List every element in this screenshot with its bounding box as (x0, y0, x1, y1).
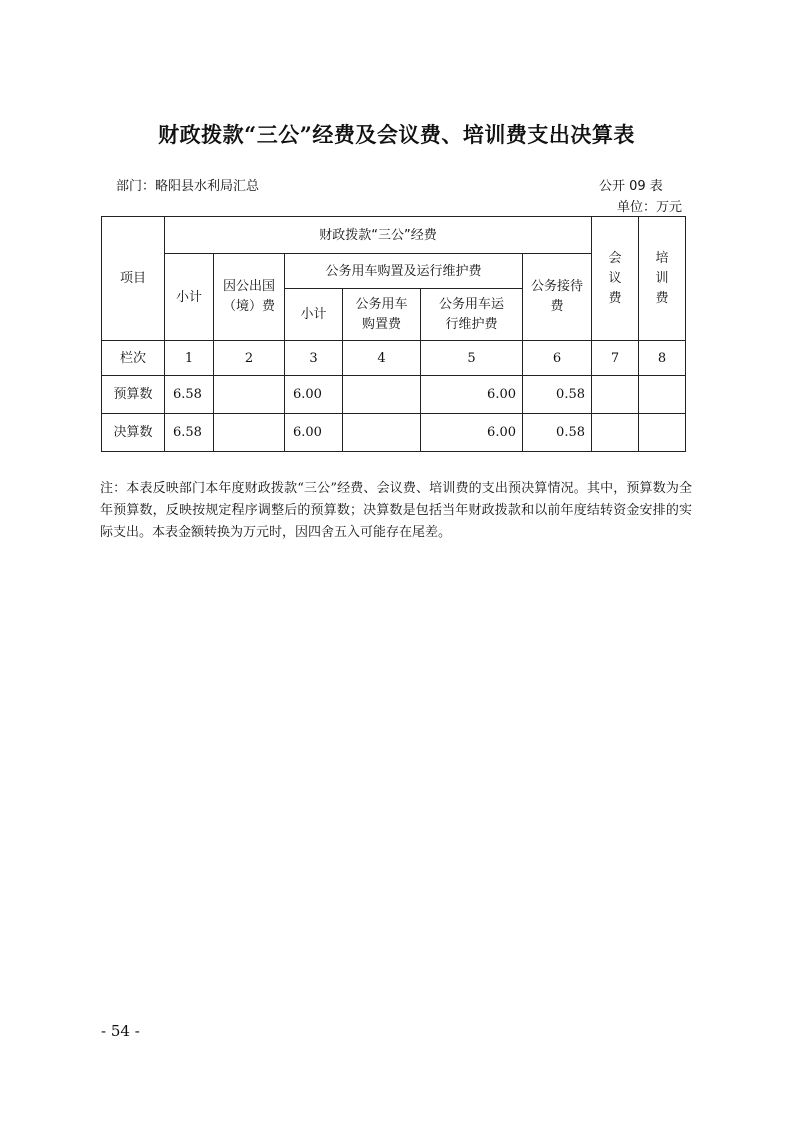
cell-value (592, 414, 639, 452)
cell-value (214, 376, 285, 414)
row-label: 预算数 (102, 376, 165, 414)
cell-value: 6.00 (421, 414, 523, 452)
form-number: 公开 09 表 (599, 179, 663, 194)
department-label: 部门：略阳县水利局汇总 (116, 179, 260, 194)
header-subtotal: 小计 (165, 254, 214, 341)
col-index: 3 (285, 341, 343, 376)
header-vehicle-subtotal: 小计 (285, 289, 343, 341)
header-training: 培训费 (639, 217, 686, 341)
cell-value (592, 376, 639, 414)
header-item: 项目 (102, 217, 165, 341)
cell-value: 6.00 (285, 414, 343, 452)
row-label: 决算数 (102, 414, 165, 452)
header-reception: 公务接待费 (523, 254, 592, 341)
header-three-public: 财政拨款“三公”经费 (165, 217, 592, 254)
cell-value (639, 376, 686, 414)
header-meeting: 会议费 (592, 217, 639, 341)
page-title: 财政拨款“三公”经费及会议费、培训费支出决算表 (158, 122, 635, 147)
cell-value: 6.58 (165, 376, 214, 414)
header-abroad: 因公出国（境）费 (214, 254, 285, 341)
cell-value: 6.00 (285, 376, 343, 414)
cell-value (214, 414, 285, 452)
header-vehicle-purchase: 公务用车购置费 (343, 289, 421, 341)
header-vehicle: 公务用车购置及运行维护费 (285, 254, 523, 289)
table-row (102, 376, 686, 414)
cell-value: 0.58 (523, 376, 592, 414)
cell-value (343, 376, 421, 414)
row-label: 栏次 (102, 341, 165, 376)
col-index: 2 (214, 341, 285, 376)
cell-value: 6.00 (421, 376, 523, 414)
cell-value: 0.58 (523, 414, 592, 452)
table-note: 注：本表反映部门本年度财政拨款“三公”经费、会议费、培训费的支出预决算情况。其中，预算数为全年预算数，反映按规定程序调整后的预算数；决算数是包括当年财政拨款和以前年度结转资金安排的实际支出。本表金额转换为万元时，因四舍五入可能存在尾差。 (100, 481, 692, 540)
cell-value (639, 414, 686, 452)
col-index: 7 (592, 341, 639, 376)
col-index: 6 (523, 341, 592, 376)
cell-value (343, 414, 421, 452)
col-index: 4 (343, 341, 421, 376)
table-row (102, 341, 686, 376)
page-number: - 54 - (101, 1022, 140, 1040)
header-vehicle-run: 公务用车运行维护费 (421, 289, 523, 341)
col-index: 5 (421, 341, 523, 376)
table-row (102, 414, 686, 452)
unit-label: 单位：万元 (617, 200, 683, 215)
expenditure-table (101, 216, 686, 452)
col-index: 1 (165, 341, 214, 376)
col-index: 8 (639, 341, 686, 376)
cell-value: 6.58 (165, 414, 214, 452)
